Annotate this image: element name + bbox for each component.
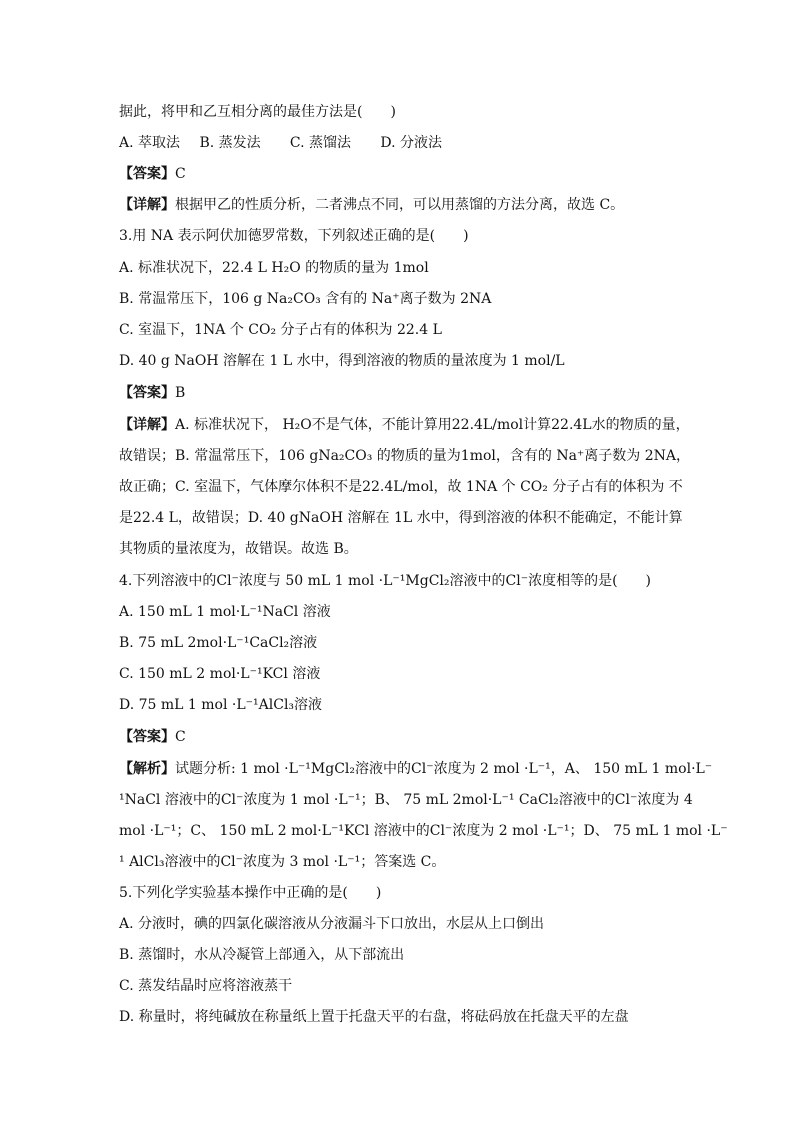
analysis-text: 试题分析: 1 mol ·L⁻¹MgCl₂溶液中的Cl⁻浓度为 2 mol ·L⁻¹，A、 150 mL 1 mol·L⁻ <box>175 761 713 777</box>
explanation-tag: 【详解】 <box>119 197 175 213</box>
option-a: A. 萃取法 <box>119 135 181 151</box>
question-3-option-c: C. 室温下，1NA 个 CO₂ 分子占有的体积为 22.4 L <box>119 322 442 338</box>
option-b: B. 蒸发法 <box>199 135 261 151</box>
analysis-tag: 【解析】 <box>119 761 175 777</box>
question-4-stem: 4.下列溶液中的Cl⁻浓度与 50 mL 1 mol ·L⁻¹MgCl₂溶液中的Cl⁻浓度相等的是( ) <box>119 573 652 589</box>
question-5-option-a: A. 分液时，碘的四氯化碳溶液从分液漏斗下口放出，水层从上口倒出 <box>119 916 545 932</box>
question-4-option-a: A. 150 mL 1 mol·L⁻¹NaCl 溶液 <box>119 604 331 620</box>
answer-tag: 【答案】 <box>119 729 175 745</box>
option-c: C. 蒸馏法 <box>289 135 352 151</box>
question-5-option-d: D. 称量时，将纯碱放在称量纸上置于托盘天平的右盘，将砝码放在托盘天平的左盘 <box>119 1009 629 1025</box>
question-4-option-d: D. 75 mL 1 mol ·L⁻¹AlCl₃溶液 <box>119 697 323 713</box>
explanation-tag: 【详解】 <box>119 417 175 433</box>
analysis-4-line-2: ¹NaCl 溶液中的Cl⁻浓度为 1 mol ·L⁻¹；B、 75 mL 2mol·L⁻¹ CaCl₂溶液中的Cl⁻浓度为 4 <box>119 792 693 808</box>
answer-value: C <box>175 729 186 745</box>
question-2-stem: 据此，将甲和乙互相分离的最佳方法是( ) <box>119 104 396 120</box>
question-4-option-b: B. 75 mL 2mol·L⁻¹CaCl₂溶液 <box>119 635 318 651</box>
analysis-4 <box>119 759 712 779</box>
answer-2 <box>119 164 186 184</box>
explanation-3-line-3: 故正确；C. 室温下，气体摩尔体积不是22.4L/mol，故 1NA 个 CO₂ 分子占有的体积为 不 <box>119 479 683 495</box>
explanation-3-line-5: 其物质的量浓度为，故错误。故选 B。 <box>119 541 358 557</box>
explanation-3-line-4: 是22.4 L，故错误；D. 40 gNaOH 溶解在 1L 水中，得到溶液的体积不能确定，不能计算 <box>119 510 683 526</box>
explanation-3 <box>119 415 690 435</box>
question-5-stem: 5.下列化学实验基本操作中正确的是( ) <box>119 885 382 901</box>
question-3-option-a: A. 标准状况下，22.4 L H₂O 的物质的量为 1mol <box>119 260 429 276</box>
question-3-option-d: D. 40 g NaOH 溶解在 1 L 水中，得到溶液的物质的量浓度为 1 mol/L <box>119 353 565 369</box>
option-d: D. 分液法 <box>380 135 442 151</box>
analysis-4-line-3: mol ·L⁻¹；C、 150 mL 2 mol·L⁻¹KCl 溶液中的Cl⁻浓度为 2 mol ·L⁻¹；D、 75 mL 1 mol ·L⁻ <box>119 823 728 839</box>
explanation-2 <box>119 195 624 215</box>
analysis-4-line-4: ¹ AlCl₃溶液中的Cl⁻浓度为 3 mol ·L⁻¹；答案选 C。 <box>119 854 446 870</box>
question-5-option-c: C. 蒸发结晶时应将溶液蒸干 <box>119 978 293 994</box>
answer-4 <box>119 727 186 747</box>
answer-tag: 【答案】 <box>119 166 175 182</box>
explanation-text: A. 标准状况下， H₂O不是气体，不能计算用22.4L/mol计算22.4L水的物质的量， <box>175 417 690 433</box>
question-2-options <box>119 133 442 153</box>
question-4-option-c: C. 150 mL 2 mol·L⁻¹KCl 溶液 <box>119 666 321 682</box>
explanation-3-line-2: 故错误；B. 常温常压下，106 gNa₂CO₃ 的物质的量为1mol，含有的 Na⁺离子数为 2NA， <box>119 448 691 464</box>
answer-3 <box>119 383 185 403</box>
question-3-option-b: B. 常温常压下，106 g Na₂CO₃ 含有的 Na⁺离子数为 2NA <box>119 291 492 307</box>
answer-value: C <box>175 166 186 182</box>
answer-value: B <box>175 385 186 401</box>
explanation-text: 根据甲乙的性质分析，二者沸点不同，可以用蒸馏的方法分离，故选 C。 <box>175 197 625 213</box>
answer-tag: 【答案】 <box>119 385 175 401</box>
question-5-option-b: B. 蒸馏时，水从冷凝管上部通入，从下部流出 <box>119 947 405 963</box>
question-3-stem: 3.用 NA 表示阿伏加德罗常数，下列叙述正确的是( ) <box>119 228 469 244</box>
